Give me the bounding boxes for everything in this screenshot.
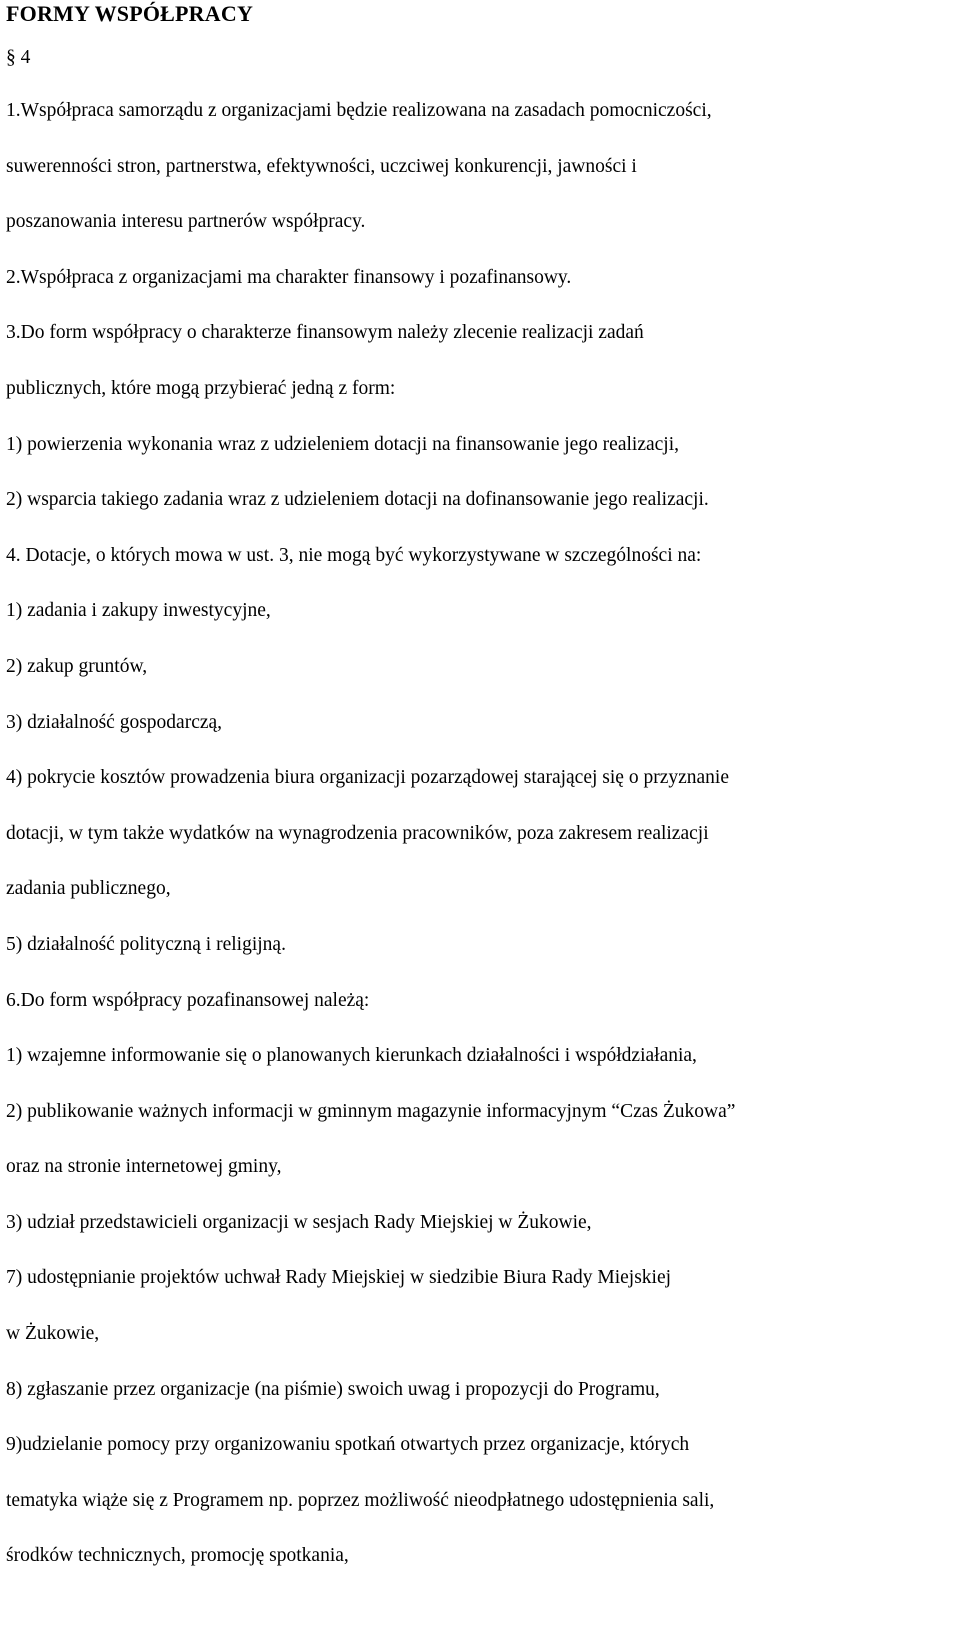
paragraph-line: 7) udostępnianie projektów uchwał Rady Miejskiej w siedzibie Biura Rady Miejskiej	[6, 1267, 672, 1289]
paragraph-line: 2) zakup gruntów,	[6, 655, 148, 677]
paragraph-line: 4. Dotacje, o których mowa w ust. 3, nie mogą być wykorzystywane w szczególności na:	[6, 544, 702, 566]
paragraph-line: środków technicznych, promocję spotkania,	[6, 1545, 349, 1567]
paragraph-line: 1) zadania i zakupy inwestycyjne,	[6, 600, 271, 622]
paragraph-line: dotacji, w tym także wydatków na wynagrodzenia pracowników, poza zakresem realizacji	[6, 822, 709, 844]
section-marker: § 4	[6, 47, 31, 68]
paragraph-line: 6.Do form współpracy pozafinansowej należą:	[6, 989, 370, 1011]
paragraph-line: oraz na stronie internetowej gminy,	[6, 1156, 282, 1178]
paragraph-line: tematyka wiąże się z Programem np. poprzez możliwość nieodpłatnego udostępnienia sali,	[6, 1489, 715, 1511]
paragraph-line: 8) zgłaszanie przez organizacje (na piśmie) swoich uwag i propozycji do Programu,	[6, 1378, 660, 1400]
paragraph-line: 2) publikowanie ważnych informacji w gminnym magazynie informacyjnym “Czas Żukowa”	[6, 1100, 736, 1122]
paragraph-line: publicznych, które mogą przybierać jedną z form:	[6, 377, 396, 399]
paragraph-line: poszanowania interesu partnerów współpracy.	[6, 211, 366, 233]
paragraph-line: 9)udzielanie pomocy przy organizowaniu spotkań otwartych przez organizacje, których	[6, 1434, 690, 1456]
paragraph-line: 1) wzajemne informowanie się o planowanych kierunkach działalności i współdziałania,	[6, 1045, 697, 1067]
paragraph-line: 3) działalność gospodarczą,	[6, 711, 223, 733]
paragraph-line: 5) działalność polityczną i religijną.	[6, 933, 286, 955]
paragraph-line: suwerenności stron, partnerstwa, efektywności, uczciwej konkurencji, jawności i	[6, 155, 637, 177]
paragraph-line: w Żukowie,	[6, 1323, 100, 1345]
document-heading: FORMY WSPÓŁPRACY	[6, 1, 254, 26]
paragraph-line: 1) powierzenia wykonania wraz z udzieleniem dotacji na finansowanie jego realizacji,	[6, 433, 679, 455]
paragraph-line: 3) udział przedstawicieli organizacji w sesjach Rady Miejskiej w Żukowie,	[6, 1211, 592, 1233]
paragraph-line: 4) pokrycie kosztów prowadzenia biura organizacji pozarządowej starającej się o przyznanie	[6, 767, 729, 789]
paragraph-line: 1.Współpraca samorządu z organizacjami będzie realizowana na zasadach pomocniczości,	[6, 100, 712, 121]
paragraph-line: 2.Współpraca z organizacjami ma charakter finansowy i pozafinansowy.	[6, 266, 572, 288]
paragraph-line: 3.Do form współpracy o charakterze finansowym należy zlecenie realizacji zadań	[6, 322, 644, 344]
paragraph-line: 2) wsparcia takiego zadania wraz z udzieleniem dotacji na dofinansowanie jego realizacji.	[6, 489, 709, 511]
paragraph-line: zadania publicznego,	[6, 878, 171, 900]
document-body	[6, 83, 954, 1584]
